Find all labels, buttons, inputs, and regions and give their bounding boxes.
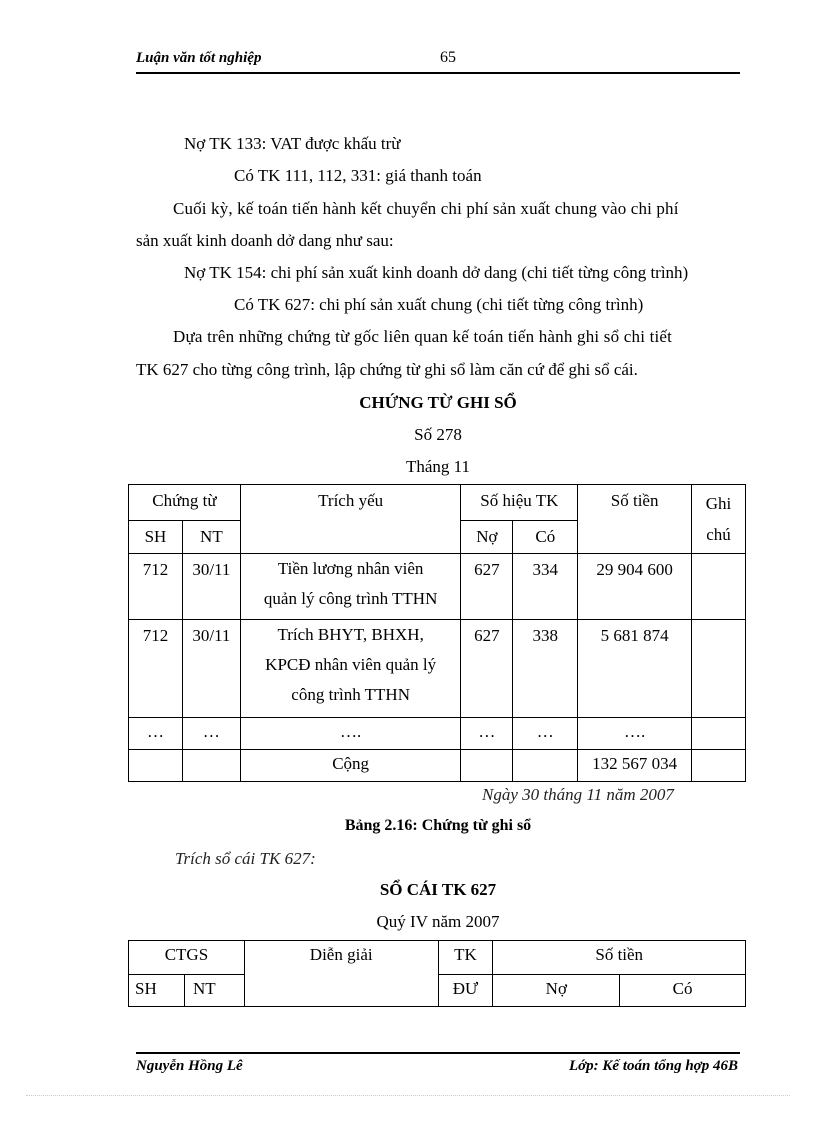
- row1-co: 334: [513, 554, 578, 620]
- page-header: [136, 50, 740, 74]
- header-title: Luận văn tốt nghiệp: [136, 50, 262, 66]
- total-no: [461, 750, 513, 782]
- voucher-month: Tháng 11: [405, 457, 471, 476]
- row1-note: [692, 554, 746, 620]
- ledger-header-co: Có: [620, 975, 746, 1007]
- total-co: [513, 750, 578, 782]
- ledger-table: [128, 940, 746, 1007]
- header-so-tien: Số tiền: [578, 485, 692, 554]
- row1-nt: 30/11: [182, 554, 240, 620]
- header-sh: SH: [129, 520, 183, 553]
- row1-sh: 712: [129, 554, 183, 620]
- row2-sh: 712: [129, 620, 183, 718]
- table-row: [129, 718, 746, 750]
- body-line-5: Nợ TK 154: chi phí sản xuất kinh doanh dở dang (chi tiết từng công trình): [184, 263, 689, 282]
- voucher-date: Ngày 30 tháng 11 năm 2007: [482, 785, 674, 804]
- row3-note: [692, 718, 746, 750]
- total-amount: 132 567 034: [578, 750, 692, 782]
- ledger-intro: Trích sổ cái TK 627:: [175, 849, 316, 868]
- body-line-2: Có TK 111, 112, 331: giá thanh toán: [234, 166, 482, 185]
- table-row: [129, 620, 746, 718]
- header-ghi-chu: [692, 485, 746, 554]
- row2-desc-line2: KPCĐ nhân viên quản lý: [265, 655, 437, 674]
- row1-no: 627: [461, 554, 513, 620]
- row3-desc: ….: [240, 718, 461, 750]
- header-no: Nợ: [461, 520, 513, 553]
- total-note: [692, 750, 746, 782]
- header-ghi: Ghi: [705, 494, 732, 513]
- row3-co: …: [513, 718, 578, 750]
- row2-desc-line3: công trình TTHN: [291, 685, 410, 704]
- ledger-title: SỔ CÁI TK 627: [379, 880, 497, 899]
- row2-desc-line1: Trích BHYT, BHXH,: [277, 625, 424, 644]
- ledger-header-ctgs: CTGS: [129, 941, 245, 975]
- header-chung-tu: Chứng từ: [129, 485, 241, 521]
- header-nt: NT: [182, 520, 240, 553]
- page-footer: [136, 1052, 740, 1078]
- ledger-header-no: Nợ: [493, 975, 620, 1007]
- row2-co: 338: [513, 620, 578, 718]
- footer-class: Lớp: Kế toán tổng hợp 46B: [568, 1058, 738, 1074]
- ledger-header-du: ĐƯ: [438, 975, 493, 1007]
- voucher-number: Số 278: [414, 425, 462, 444]
- row2-nt: 30/11: [182, 620, 240, 718]
- voucher-header-row: [129, 485, 746, 521]
- row2-note: [692, 620, 746, 718]
- row1-desc-line2: quản lý công trình TTHN: [263, 589, 438, 608]
- ledger-header-row: [129, 941, 746, 975]
- voucher-table: [128, 484, 746, 782]
- header-trich-yeu: Trích yếu: [240, 485, 461, 554]
- page-edge-divider: [26, 1095, 790, 1096]
- ledger-header-tk: TK: [438, 941, 493, 975]
- header-co: Có: [513, 520, 578, 553]
- row3-nt: …: [182, 718, 240, 750]
- body-line-4: sản xuất kinh doanh dở dang như sau:: [136, 231, 394, 250]
- row1-amount: 29 904 600: [578, 554, 692, 620]
- body-line-1: Nợ TK 133: VAT được khấu trừ: [184, 134, 401, 153]
- row2-no: 627: [461, 620, 513, 718]
- ledger-header-dien-giai: Diễn giải: [244, 941, 438, 1007]
- total-label: Cộng: [240, 750, 461, 782]
- ledger-period: Quý IV năm 2007: [376, 912, 500, 931]
- ledger-header-nt: NT: [184, 975, 244, 1007]
- total-row: [129, 750, 746, 782]
- body-line-3: Cuối kỳ, kế toán tiến hành kết chuyển chi phí sản xuất chung vào chi phí: [173, 199, 679, 218]
- total-nt: [182, 750, 240, 782]
- voucher-title: CHỨNG TỪ GHI SỔ: [359, 393, 517, 412]
- row3-no: …: [461, 718, 513, 750]
- table-row: [129, 554, 746, 620]
- footer-author: Nguyễn Hồng Lê: [136, 1058, 243, 1074]
- row1-desc: [240, 554, 461, 620]
- header-so-hieu-tk: Số hiệu TK: [461, 485, 578, 521]
- row3-sh: …: [129, 718, 183, 750]
- body-line-7: Dựa trên những chứng từ gốc liên quan kế toán tiến hành ghi sổ chi tiết: [173, 327, 673, 346]
- ledger-header-sh: SH: [129, 975, 185, 1007]
- header-chu: chú: [706, 525, 731, 544]
- row1-desc-line1: Tiền lương nhân viên: [277, 559, 424, 578]
- page-number: 65: [440, 49, 456, 66]
- ledger-header-so-tien: Số tiền: [493, 941, 746, 975]
- row3-amount: ….: [578, 718, 692, 750]
- row2-amount: 5 681 874: [578, 620, 692, 718]
- row2-desc: [240, 620, 461, 718]
- body-line-8: TK 627 cho từng công trình, lập chứng từ ghi sổ làm căn cứ để ghi sổ cái.: [136, 360, 638, 379]
- voucher-caption: Bảng 2.16: Chứng từ ghi sổ: [344, 817, 532, 834]
- total-sh: [129, 750, 183, 782]
- body-line-6: Có TK 627: chi phí sản xuất chung (chi tiết từng công trình): [234, 295, 644, 314]
